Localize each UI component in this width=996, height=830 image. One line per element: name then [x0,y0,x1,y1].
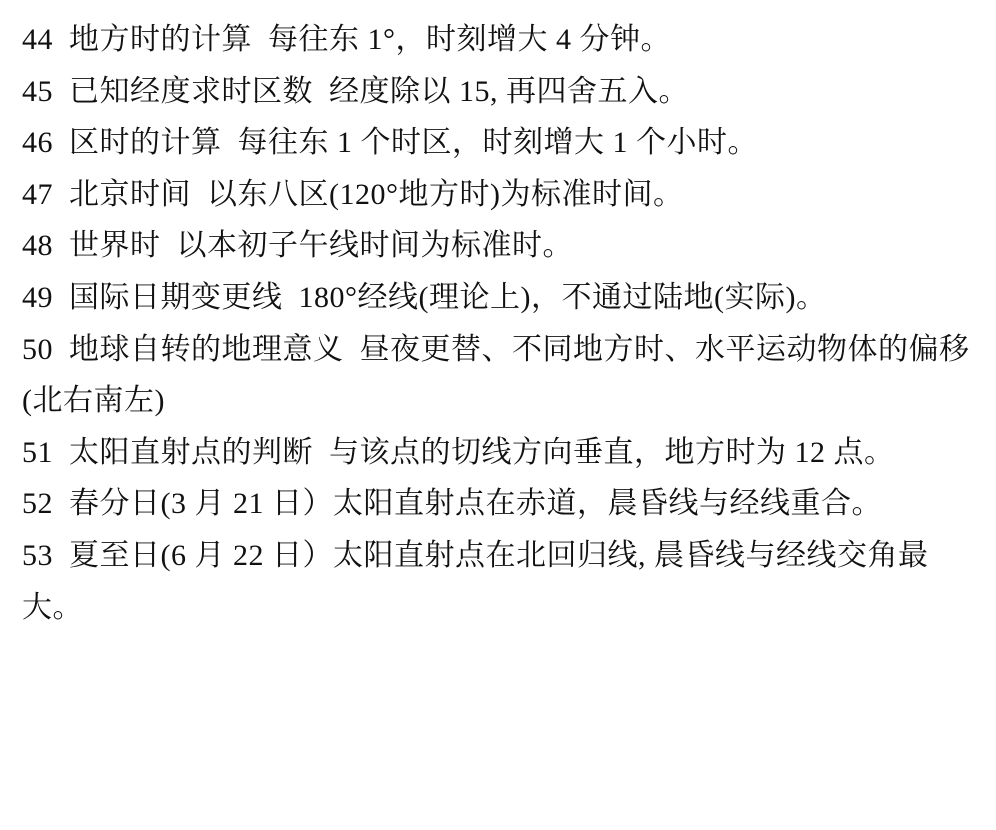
list-item: 44 地方时的计算 每往东 1°，时刻增大 4 分钟。 [22,23,671,56]
list-item: 50 地球自转的地理意义 昼夜更替、不同地方时、水平运动物体的偏移(北右南左) [22,332,970,418]
list-item: 47 北京时间 以东八区(120°地方时)为标准时间。 [22,177,684,211]
list-item: 49 国际日期变更线 180°经线(理论上)，不通过陆地(实际)。 [22,280,827,314]
list-item: 52 春分日(3 月 21 日）太阳直射点在赤道，晨昏线与经线重合。 [22,487,882,521]
list-item: 51 太阳直射点的判断 与该点的切线方向垂直，地方时为 12 点。 [22,435,895,469]
list-item: 48 世界时 以本初子午线时间为标准时。 [22,229,573,263]
list-item: 53 夏至日(6 月 22 日）太阳直射点在北回归线, 晨昏线与经线交角最大。 [22,538,929,624]
list-item: 45 已知经度求时区数 经度除以 15, 再四舍五入。 [22,74,689,108]
list-item: 46 区时的计算 每往东 1 个时区，时刻增大 1 个小时。 [22,126,758,160]
